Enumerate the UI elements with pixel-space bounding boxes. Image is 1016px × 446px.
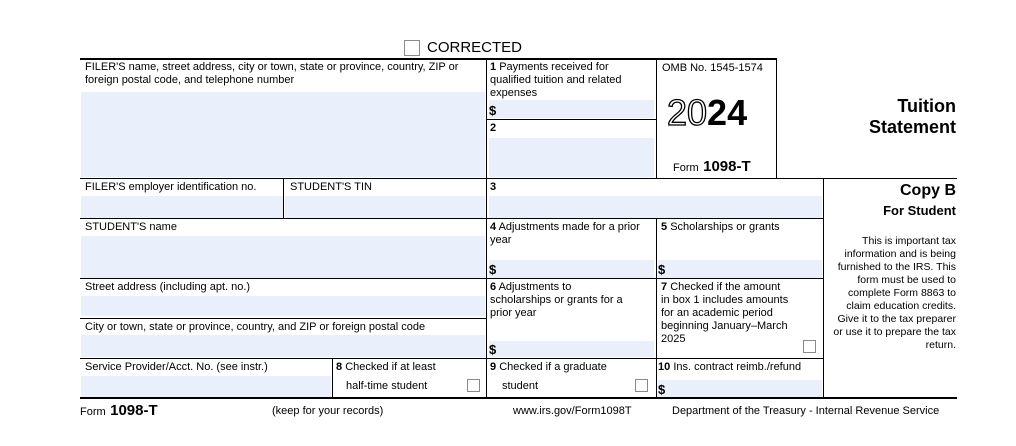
corrected-label: CORRECTED <box>427 39 523 56</box>
omb-form-number: 1098-T <box>703 158 751 175</box>
line <box>80 218 823 219</box>
form-top-border <box>80 58 777 60</box>
footer-form-word: Form <box>80 406 106 418</box>
copy-title: Copy B <box>900 182 956 199</box>
box1-text: Payments received for qualified tuition and related expenses <box>490 61 622 99</box>
footer-form-id <box>80 402 158 420</box>
omb-form-id <box>673 158 751 176</box>
box10-text: Ins. contract reimb./refund <box>673 361 802 373</box>
box9-label <box>490 361 607 374</box>
box8-checkbox[interactable] <box>467 379 480 392</box>
filer-name-field[interactable] <box>81 92 485 177</box>
line <box>80 318 486 319</box>
omb-number: OMB No. 1545-1574 <box>662 62 763 74</box>
tax-year-bold: 24 <box>707 92 748 133</box>
box5-label <box>661 221 821 234</box>
box5-field[interactable] <box>658 260 822 278</box>
box4-field[interactable] <box>489 260 654 278</box>
city-field[interactable] <box>81 335 485 357</box>
box9-checkbox[interactable] <box>635 379 648 392</box>
student-tin-field[interactable] <box>285 196 485 218</box>
footer-form-number: 1098-T <box>110 402 158 419</box>
box3-field[interactable] <box>489 196 822 218</box>
box4-label <box>490 221 640 247</box>
filer-ein-field[interactable] <box>81 196 283 218</box>
box2-number: 2 <box>490 122 497 134</box>
box1-dollar: $ <box>489 103 497 118</box>
box5-dollar: $ <box>658 262 666 277</box>
omb-form-word: Form <box>673 162 699 174</box>
box4-number: 4 <box>490 221 497 233</box>
tax-year-light: 20 <box>667 92 708 133</box>
line <box>656 218 657 398</box>
student-tin-label: STUDENT'S TIN <box>290 181 372 193</box>
line <box>823 178 824 398</box>
box4-text: Adjustments made for a prior year <box>490 221 640 246</box>
line <box>80 358 823 359</box>
copy-subtitle: For Student <box>883 203 956 218</box>
form-title <box>800 96 956 138</box>
box9-number: 9 <box>490 361 497 373</box>
box8-text: Checked if at least <box>345 361 436 373</box>
line <box>656 58 657 178</box>
box2-field[interactable] <box>489 138 654 177</box>
box7-checkbox[interactable] <box>803 340 816 353</box>
line <box>80 278 823 279</box>
box10-dollar: $ <box>658 382 666 397</box>
box1-field[interactable] <box>489 100 654 118</box>
box7-number: 7 <box>661 281 668 293</box>
box5-number: 5 <box>661 221 668 233</box>
service-provider-field[interactable] <box>81 376 331 398</box>
footer-url[interactable]: www.irs.gov/Form1098T <box>513 405 632 417</box>
box6-dollar: $ <box>489 342 497 357</box>
student-name-label: STUDENT'S name <box>85 221 177 233</box>
form-bottom-border <box>80 397 957 399</box>
line <box>486 119 656 120</box>
box1-label <box>490 61 650 100</box>
city-label: City or town, state or province, country, and ZIP or foreign postal code <box>85 321 426 333</box>
tax-year <box>667 93 747 133</box>
student-name-field[interactable] <box>81 236 485 278</box>
box10-number: 10 <box>658 361 671 373</box>
box10-label <box>658 361 823 374</box>
line <box>80 178 957 179</box>
service-provider-label: Service Provider/Acct. No. (see instr.) <box>85 361 268 373</box>
box4-dollar: $ <box>489 262 497 277</box>
box6-field[interactable] <box>489 341 654 357</box>
street-address-field[interactable] <box>81 296 485 316</box>
box3-number: 3 <box>490 181 497 193</box>
line <box>486 58 487 398</box>
line <box>332 358 333 398</box>
copy-notice: This is important tax information and is being furnished to the IRS. This form must be used to complete Form 8863 to claim education credits. Give it to the tax preparer or use it to prepare the tax return. <box>833 235 956 351</box>
footer-keep-records: (keep for your records) <box>272 405 384 417</box>
corrected-checkbox[interactable] <box>404 40 420 56</box>
box1-number: 1 <box>490 61 497 73</box>
box9-text2: student <box>502 380 539 392</box>
box7-label <box>661 281 791 346</box>
box6-number: 6 <box>490 281 497 293</box>
line <box>776 58 777 178</box>
filer-name-label: FILER'S name, street address, city or town, state or province, country, ZIP or foreign postal code, and telephone number <box>85 61 459 86</box>
box9-text: Checked if a graduate <box>499 361 607 373</box>
street-address-label: Street address (including apt. no.) <box>85 281 251 293</box>
box8-label <box>336 361 436 374</box>
form-title-line1: Tuition <box>897 96 956 116</box>
box10-field[interactable] <box>658 380 822 398</box>
line <box>283 178 284 218</box>
box6-label <box>490 281 625 320</box>
box5-text: Scholarships or grants <box>670 221 780 233</box>
box8-number: 8 <box>336 361 343 373</box>
footer-department: Department of the Treasury - Internal Revenue Service <box>672 405 940 417</box>
filer-ein-label: FILER'S employer identification no. <box>85 181 257 193</box>
form-title-line2: Statement <box>868 117 956 137</box>
box8-text2: half-time student <box>346 380 428 392</box>
box6-text: Adjustments to scholarships or grants for a prior year <box>490 281 623 319</box>
box7-text: Checked if the amount in box 1 includes amounts for an academic period beginning January–March 2025 <box>661 281 789 345</box>
